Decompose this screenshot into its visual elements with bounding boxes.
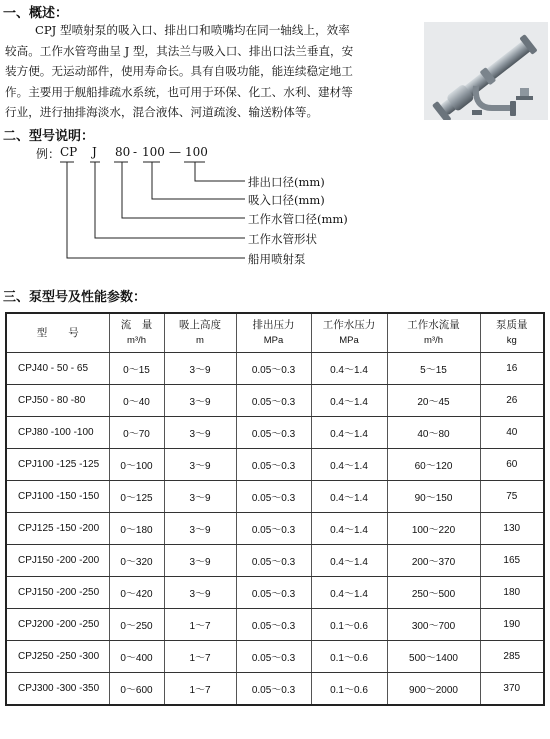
cell-work-water-flow: 5～15: [387, 353, 480, 385]
overview-line: 较高。工作水管弯曲呈 J 型，其法兰与吸入口、排出口法兰垂直，安: [5, 43, 354, 58]
header-unit: m: [196, 335, 204, 346]
cell-flow: 0～15: [109, 353, 164, 385]
cell-flow: 0～180: [109, 513, 164, 545]
header-unit: kg: [506, 335, 517, 346]
cell-suction-lift: 1～7: [164, 673, 236, 706]
cell-work-water-flow: 900～2000: [387, 673, 480, 706]
cell-work-water-flow: 100～220: [387, 513, 480, 545]
model-part-discharge: 100: [185, 145, 208, 159]
header-label: 流 量: [120, 319, 153, 331]
cell-work-water-flow: 20～45: [387, 385, 480, 417]
cell-flow: 0～600: [109, 673, 164, 706]
cell-model: CPJ200 -200 -250: [6, 609, 109, 641]
cell-work-water-pressure: 0.1～0.6: [311, 641, 387, 673]
cell-flow: 0～320: [109, 545, 164, 577]
cell-pump-mass: 16: [480, 353, 544, 385]
cell-discharge-pressure: 0.05～0.3: [236, 449, 311, 481]
table-row: [6, 673, 544, 706]
header-work-water-pressure: [311, 313, 387, 353]
cell-flow: 0～100: [109, 449, 164, 481]
cell-discharge-pressure: 0.05～0.3: [236, 673, 311, 706]
cell-work-water-pressure: 0.4～1.4: [311, 385, 387, 417]
header-label: 工作水压力: [322, 319, 376, 331]
header-unit: MPa: [263, 335, 284, 346]
cell-work-water-flow: 90～150: [387, 481, 480, 513]
cell-model: CPJ80 -100 -100: [6, 417, 109, 449]
cell-work-water-flow: 300～700: [387, 609, 480, 641]
label-work-pipe-shape: 工作水管形状: [248, 232, 317, 246]
cell-suction-lift: 3～9: [164, 545, 236, 577]
cell-discharge-pressure: 0.05～0.3: [236, 481, 311, 513]
header-work-water-flow: [387, 313, 480, 353]
header-model: [6, 313, 109, 353]
label-marine-jet-pump: 船用喷射泵: [248, 252, 306, 266]
label-suction-diameter: 吸入口径(mm): [248, 193, 325, 207]
header-unit: MPa: [339, 335, 359, 346]
header-label: 工作水流量: [407, 319, 460, 331]
cell-pump-mass: 370: [480, 673, 544, 706]
cell-model: CPJ125 -150 -200: [6, 513, 109, 545]
header-suction-lift: [164, 313, 236, 353]
model-part-j: J: [92, 145, 97, 159]
cell-work-water-pressure: 0.4～1.4: [311, 449, 387, 481]
cell-suction-lift: 1～7: [164, 609, 236, 641]
cell-flow: 0～70: [109, 417, 164, 449]
header-label: 排出压力: [252, 319, 295, 331]
cell-pump-mass: 26: [480, 385, 544, 417]
cell-model: CPJ150 -200 -200: [6, 545, 109, 577]
model-part-suction: 100: [142, 145, 165, 159]
cell-pump-mass: 40: [480, 417, 544, 449]
section2-heading: 二、型号说明：: [3, 129, 95, 144]
cell-model: CPJ50 - 80 -80: [6, 385, 109, 417]
cell-pump-mass: 60: [480, 449, 544, 481]
table-row: [6, 385, 544, 417]
cell-work-water-pressure: 0.4～1.4: [311, 545, 387, 577]
cell-discharge-pressure: 0.05～0.3: [236, 417, 311, 449]
cell-suction-lift: 3～9: [164, 577, 236, 609]
cell-suction-lift: 3～9: [164, 417, 236, 449]
header-flow: [109, 313, 164, 353]
header-discharge-pressure: [236, 313, 311, 353]
header-label: 泵质量: [496, 319, 528, 331]
cell-suction-lift: 3～9: [164, 385, 236, 417]
cell-work-water-flow: 40～80: [387, 417, 480, 449]
model-example-prefix: 例：: [36, 147, 61, 161]
cell-flow: 0～125: [109, 481, 164, 513]
cell-pump-mass: 75: [480, 481, 544, 513]
cell-discharge-pressure: 0.05～0.3: [236, 385, 311, 417]
table-row: [6, 417, 544, 449]
overview-line: 作。主要用于舰船排疏水系统，也可用于环保、化工、水利、建材等: [5, 84, 353, 99]
cell-work-water-flow: 250～500: [387, 577, 480, 609]
cell-model: CPJ150 -200 -250: [6, 577, 109, 609]
cell-discharge-pressure: 0.05～0.3: [236, 545, 311, 577]
cell-discharge-pressure: 0.05～0.3: [236, 609, 311, 641]
table-header-row: [6, 313, 544, 353]
model-part-work-pipe: 80: [115, 145, 131, 159]
cell-model: CPJ250 -250 -300: [6, 641, 109, 673]
label-discharge-diameter: 排出口径(mm): [248, 175, 325, 189]
cell-work-water-pressure: 0.4～1.4: [311, 353, 387, 385]
cell-flow: 0～400: [109, 641, 164, 673]
cell-model: CPJ300 -300 -350: [6, 673, 109, 706]
cell-flow: 0～40: [109, 385, 164, 417]
table-row: [6, 353, 544, 385]
table-row: [6, 609, 544, 641]
cell-discharge-pressure: 0.05～0.3: [236, 577, 311, 609]
header-pump-mass: [480, 313, 544, 353]
cell-flow: 0～250: [109, 609, 164, 641]
cell-work-water-flow: 60～120: [387, 449, 480, 481]
performance-table: [5, 312, 545, 706]
table-row: [6, 545, 544, 577]
cell-pump-mass: 180: [480, 577, 544, 609]
cell-model: CPJ100 -125 -125: [6, 449, 109, 481]
overview-line: 行业，进行抽排海淡水，混合液体、河道疏浚、输送粉体等。: [5, 105, 319, 119]
cell-suction-lift: 3～9: [164, 353, 236, 385]
header-label: 型 号: [36, 326, 79, 339]
header-unit: m³/h: [127, 335, 146, 346]
overview-line: 装方便。无运动部件，使用寿命长。具有自吸功能，能连续稳定地工: [5, 64, 353, 78]
cell-work-water-flow: 500～1400: [387, 641, 480, 673]
cell-work-water-pressure: 0.4～1.4: [311, 417, 387, 449]
cell-flow: 0～420: [109, 577, 164, 609]
cell-work-water-pressure: 0.1～0.6: [311, 673, 387, 706]
cell-discharge-pressure: 0.05～0.3: [236, 353, 311, 385]
model-part-emdash: —: [169, 145, 181, 159]
table-row: [6, 577, 544, 609]
cell-discharge-pressure: 0.05～0.3: [236, 641, 311, 673]
cell-pump-mass: 285: [480, 641, 544, 673]
table-row: [6, 641, 544, 673]
cell-model: CPJ40 - 50 - 65: [6, 353, 109, 385]
cell-discharge-pressure: 0.05～0.3: [236, 513, 311, 545]
cell-work-water-pressure: 0.4～1.4: [311, 481, 387, 513]
model-part-cp: CP: [60, 145, 78, 159]
cell-work-water-pressure: 0.4～1.4: [311, 577, 387, 609]
table-row: [6, 513, 544, 545]
cell-suction-lift: 3～9: [164, 449, 236, 481]
cell-suction-lift: 3～9: [164, 513, 236, 545]
cell-suction-lift: 3～9: [164, 481, 236, 513]
section3-heading: 三、泵型号及性能参数：: [3, 290, 147, 305]
table-row: [6, 449, 544, 481]
label-work-pipe-diameter: 工作水管口径(mm): [248, 212, 348, 226]
cell-pump-mass: 165: [480, 545, 544, 577]
cell-model: CPJ100 -150 -150: [6, 481, 109, 513]
cell-suction-lift: 1～7: [164, 641, 236, 673]
cell-work-water-flow: 200～370: [387, 545, 480, 577]
header-unit: m³/h: [424, 335, 443, 346]
model-part-dash: -: [133, 145, 138, 159]
cell-work-water-pressure: 0.1～0.6: [311, 609, 387, 641]
cell-pump-mass: 190: [480, 609, 544, 641]
cell-work-water-pressure: 0.4～1.4: [311, 513, 387, 545]
overview-line: CPJ 型喷射泵的吸入口、排出口和喷嘴均在同一轴线上，效率: [35, 23, 350, 37]
header-label: 吸上高度: [179, 319, 221, 331]
cell-pump-mass: 130: [480, 513, 544, 545]
table-row: [6, 481, 544, 513]
section1-heading: 一、概述：: [3, 6, 69, 21]
